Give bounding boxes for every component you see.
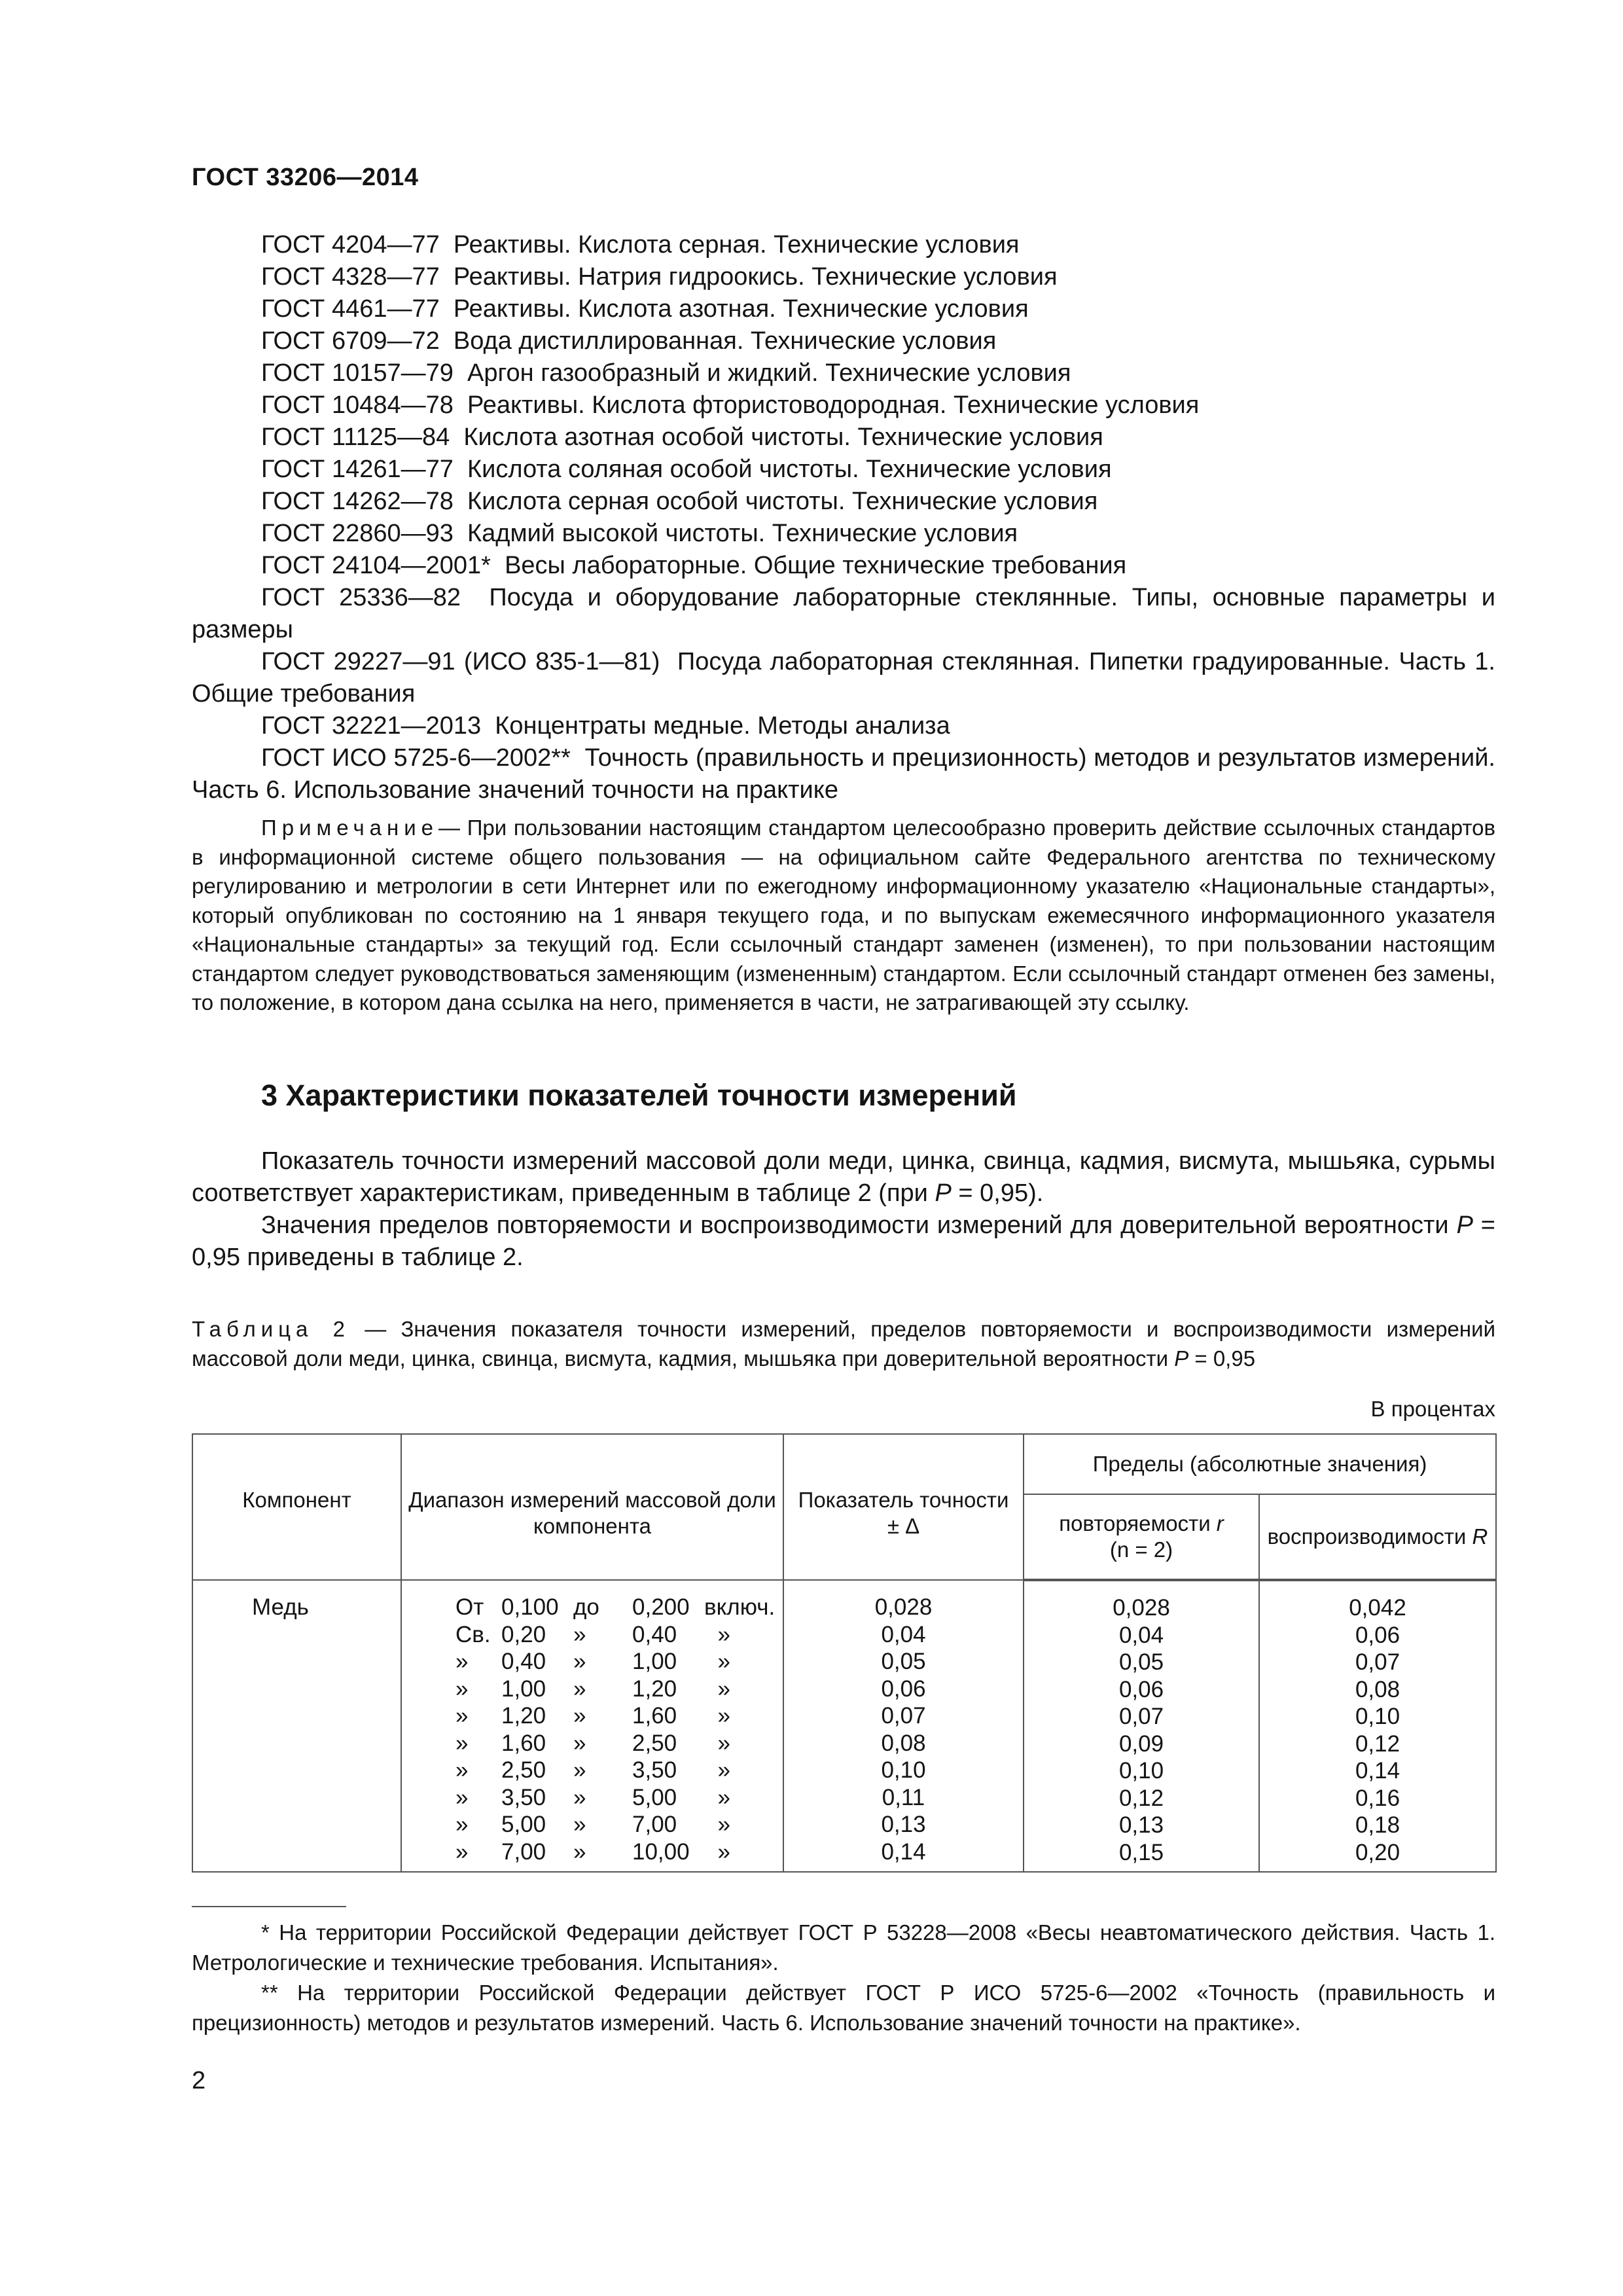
table-caption-label: Таблица 2 [192, 1317, 350, 1341]
accuracy-value: 0,11 [882, 1784, 925, 1810]
range-part: » [717, 1757, 730, 1783]
reference-code: ГОСТ 14261—77 [261, 456, 454, 483]
header-accuracy-label: Показатель точности [798, 1488, 1009, 1512]
reference-title: Весы лабораторные. Общие технические требования [505, 552, 1127, 579]
range-part: 0,20 [501, 1621, 546, 1647]
reference-title: Реактивы. Кислота фтористоводородная. Технические условия [467, 391, 1200, 419]
range-part: » [455, 1676, 469, 1702]
range-part: 0,40 [632, 1621, 677, 1647]
paragraph [192, 1210, 1495, 1274]
accuracy-value: 0,07 [881, 1703, 926, 1729]
reference-title: Концентраты медные. Методы анализа [495, 712, 950, 740]
repeatability-value: 0,13 [1118, 1812, 1164, 1838]
reference-code: ГОСТ 4204—77 [261, 231, 440, 259]
reproducibility-value: 0,18 [1355, 1812, 1400, 1838]
range-part: 0,200 [632, 1594, 690, 1620]
reference-code: ГОСТ 6709—72 [261, 327, 440, 355]
reference-title: Реактивы. Кислота серная. Технические условия [453, 231, 1020, 259]
repeatability-value: 0,05 [1118, 1649, 1164, 1675]
range-part: 1,20 [501, 1703, 546, 1729]
accuracy-value: 0,05 [881, 1649, 926, 1674]
reference-item [192, 229, 1495, 261]
range-part: 0,100 [501, 1594, 559, 1620]
range-row [455, 1676, 783, 1703]
reproducibility-list [1260, 1581, 1495, 1871]
reference-item [192, 710, 1495, 742]
accuracy-list [784, 1581, 1023, 1871]
reproducibility-value: 0,10 [1355, 1704, 1400, 1729]
reference-code: ГОСТ 14262—78 [261, 488, 454, 515]
variable-p: P [1174, 1346, 1189, 1371]
repeatability-value: 0,04 [1118, 1622, 1164, 1648]
reference-title: Аргон газообразный и жидкий. Технические условия [467, 359, 1071, 387]
table-caption-end: = 0,95 [1188, 1346, 1256, 1371]
range-part: » [573, 1703, 586, 1729]
reference-code: ГОСТ ИСО 5725-6—2002** [261, 744, 571, 772]
reference-item [192, 646, 1495, 710]
accuracy-value: 0,028 [874, 1594, 933, 1620]
component-cell [192, 1580, 401, 1872]
range-part: 1,20 [632, 1676, 677, 1702]
range-part: » [717, 1812, 730, 1837]
reference-title: Кислота серная особой чистоты. Технические условия [467, 488, 1098, 515]
variable-p: P [935, 1179, 952, 1207]
reference-title: Кислота соляная особой чистоты. Технические условия [467, 456, 1112, 483]
range-row [455, 1784, 783, 1812]
range-part: включ. [704, 1594, 776, 1620]
reference-code: ГОСТ 4328—77 [261, 263, 440, 291]
range-part: » [573, 1676, 586, 1702]
accuracy-value: 0,04 [881, 1621, 926, 1647]
variable-r: r [1216, 1511, 1224, 1535]
range-part: 2,50 [501, 1757, 546, 1783]
reference-item [192, 422, 1495, 454]
range-part: » [573, 1784, 586, 1810]
normative-references-list [192, 229, 1495, 806]
reference-item [192, 550, 1495, 582]
header-repeatability [1024, 1494, 1259, 1580]
reference-code: ГОСТ 10157—79 [261, 359, 454, 387]
header-reproducibility [1259, 1494, 1496, 1580]
range-part: 10,00 [632, 1839, 690, 1865]
range-part: » [717, 1784, 730, 1810]
reference-title: Точность (правильность и прецизионность) методов и результатов измерений. Часть 6. Использование значений точности на практике [192, 744, 1495, 804]
range-part: 7,00 [501, 1839, 546, 1865]
variable-p: P [1456, 1211, 1473, 1239]
reproducibility-value: 0,20 [1355, 1839, 1400, 1865]
delta-symbol: ± Δ [887, 1514, 920, 1538]
reference-title: Реактивы. Кислота азотная. Технические условия [453, 295, 1029, 323]
reproducibility-value: 0,06 [1355, 1622, 1400, 1648]
section-title: 3 Характеристики показателей точности измерений [261, 1079, 1017, 1112]
reproducibility-cell [1259, 1580, 1496, 1872]
document-header: ГОСТ 33206—2014 [192, 164, 419, 191]
repeatability-list [1024, 1581, 1258, 1871]
reference-item [192, 518, 1495, 550]
range-part: 1,00 [632, 1649, 677, 1674]
repeatability-value: 0,07 [1118, 1704, 1164, 1729]
range-part: » [455, 1730, 469, 1756]
page-number: 2 [192, 2067, 206, 2094]
range-part: 5,00 [501, 1812, 546, 1837]
note-paragraph [192, 814, 1495, 1018]
range-part: 5,00 [632, 1784, 677, 1810]
accuracy-value: 0,08 [881, 1730, 926, 1756]
range-part: » [573, 1649, 586, 1674]
reference-item [192, 325, 1495, 357]
range-part: 3,50 [501, 1784, 546, 1810]
reproducibility-value: 0,07 [1355, 1649, 1400, 1675]
range-part: » [573, 1812, 586, 1837]
range-part: » [717, 1649, 730, 1674]
reference-code: ГОСТ 11125—84 [261, 423, 450, 451]
reference-title: Посуда и оборудование лабораторные стеклянные. Типы, основные параметры и размеры [192, 584, 1496, 643]
header-reproducibility-label: воспроизводимости [1267, 1524, 1472, 1549]
range-part: 1,00 [501, 1676, 546, 1702]
range-row [455, 1648, 783, 1676]
reference-code: ГОСТ 10484—78 [261, 391, 454, 419]
note-text: — При пользовании настоящим стандартом целесообразно проверить действие ссылочных стандартов в информационной системе общего пользования — на официальном сайте Федерального агентства по техническому регулированию и метрологии в сети Интернет или по ежегодному информационному указателю «Национальные стандарты», который опубликован по состоянию на 1 января текущего года, и по выпускам ежемесячного информационного указателя «Национальные стандарты» за текущий год. Если ссылочный стандарт заменен (изменен), то при пользовании настоящим стандартом следует руководствоваться заменяющим (измененным) стандартом. Если ссылочный стандарт отменен без замены, то положение, в котором дана ссылка на него, применяется в части, не затрагивающей эту ссылку. [192, 816, 1495, 1014]
accuracy-value: 0,14 [881, 1839, 926, 1865]
range-part: » [717, 1621, 730, 1647]
footnote: * На территории Российской Федерации действует ГОСТ Р 53228—2008 «Весы неавтоматического действия. Часть 1. Метрологические и технические требования. Испытания». [192, 1920, 1495, 1975]
reference-item [192, 261, 1495, 293]
header-repeatability-n: (n = 2) [1109, 1537, 1173, 1562]
header-component: Компонент [192, 1434, 401, 1580]
reference-item [192, 486, 1495, 518]
paragraph-text: Показатель точности измерений массовой доли меди, цинка, свинца, кадмия, висмута, мышьяка, сурьмы соответствует характеристикам, приведенным в таблице 2 (при [192, 1147, 1495, 1207]
range-row [455, 1839, 783, 1866]
range-part: » [573, 1621, 586, 1647]
range-row [455, 1730, 783, 1757]
range-part: » [717, 1676, 730, 1702]
reference-item [192, 389, 1495, 422]
range-part: » [573, 1757, 586, 1783]
header-limits: Пределы (абсолютные значения) [1024, 1434, 1496, 1494]
reference-code: ГОСТ 4461—77 [261, 295, 440, 323]
reproducibility-value: 0,042 [1349, 1595, 1406, 1621]
reference-item [192, 293, 1495, 325]
reference-code: ГОСТ 29227—91 (ИСО 835-1—81) [261, 648, 660, 675]
section-body [192, 1145, 1495, 1274]
range-row [455, 1621, 783, 1649]
range-row [455, 1757, 783, 1784]
repeatability-value: 0,15 [1118, 1839, 1164, 1865]
footnotes [192, 1918, 1495, 2038]
footnote-separator [192, 1906, 346, 1907]
reference-title: Реактивы. Натрия гидроокись. Технические условия [453, 263, 1058, 291]
range-part: » [455, 1703, 469, 1729]
range-part: » [455, 1812, 469, 1837]
range-part: 1,60 [632, 1703, 677, 1729]
repeatability-value: 0,12 [1118, 1785, 1164, 1811]
range-part: » [455, 1839, 469, 1865]
repeatability-value: 0,09 [1118, 1731, 1164, 1757]
note-label: Примечание [261, 816, 439, 840]
range-part: 2,50 [632, 1730, 677, 1756]
range-part: » [717, 1730, 730, 1756]
reference-title: Кадмий высокой чистоты. Технические условия [467, 520, 1018, 547]
table-units: В процентах [1370, 1397, 1495, 1421]
range-part: » [717, 1839, 730, 1865]
repeatability-value: 0,028 [1113, 1595, 1170, 1621]
paragraph [192, 1145, 1495, 1210]
variable-r-upper: R [1472, 1524, 1488, 1549]
reproducibility-value: 0,14 [1355, 1758, 1400, 1784]
reference-title: Кислота азотная особой чистоты. Технические условия [463, 423, 1103, 451]
component-name: Медь [252, 1594, 309, 1620]
reference-item [192, 582, 1495, 646]
reference-title: Вода дистиллированная. Технические условия [453, 327, 997, 355]
range-cell [401, 1580, 783, 1872]
accuracy-value: 0,10 [881, 1757, 926, 1783]
range-part: От [455, 1594, 484, 1620]
range-part: Св. [455, 1621, 491, 1647]
header-repeatability-label: повторяемости [1059, 1511, 1217, 1535]
reference-code: ГОСТ 22860—93 [261, 520, 454, 547]
header-range: Диапазон измерений массовой доли компонента [401, 1434, 783, 1580]
range-part: 0,40 [501, 1649, 546, 1674]
range-part: » [573, 1730, 586, 1756]
reference-code: ГОСТ 32221—2013 [261, 712, 482, 740]
table-caption [192, 1314, 1495, 1373]
range-part: до [573, 1594, 599, 1620]
range-row [455, 1594, 783, 1621]
range-list [402, 1581, 783, 1871]
accuracy-cell [783, 1580, 1024, 1872]
repeatability-value: 0,10 [1118, 1758, 1164, 1784]
reference-code: ГОСТ 25336—82 [261, 584, 461, 611]
range-part: 7,00 [632, 1812, 677, 1837]
reference-title: Посуда лабораторная стеклянная. Пипетки градуированные. Часть 1. Общие требования [192, 648, 1495, 708]
reproducibility-value: 0,16 [1355, 1785, 1400, 1811]
range-part: » [717, 1703, 730, 1729]
range-part: » [455, 1649, 469, 1674]
repeatability-value: 0,06 [1118, 1676, 1164, 1702]
reference-item [192, 357, 1495, 389]
accuracy-table [192, 1433, 1497, 1873]
paragraph-text: = 0,95). [951, 1179, 1044, 1207]
paragraph-text: = 0,95 приведены в таблице 2. [192, 1211, 1496, 1271]
reproducibility-value: 0,08 [1355, 1676, 1400, 1702]
paragraph-text: Значения пределов повторяемости и воспроизводимости измерений для доверительной вероятности [261, 1211, 1457, 1239]
table-row [192, 1580, 1496, 1872]
table-caption-text: — Значения показателя точности измерений, пределов повторяемости и воспроизводимости измерений массовой доли меди, цинка, свинца, висмута, кадмия, мышьяка при доверительной вероятности [192, 1317, 1495, 1371]
reference-item [192, 742, 1495, 806]
reference-code: ГОСТ 24104—2001* [261, 552, 491, 579]
range-row [455, 1811, 783, 1839]
range-part: » [455, 1784, 469, 1810]
range-row [455, 1702, 783, 1730]
accuracy-value: 0,06 [881, 1676, 926, 1702]
header-accuracy [783, 1434, 1024, 1580]
range-part: » [573, 1839, 586, 1865]
range-part: 3,50 [632, 1757, 677, 1783]
range-part: 1,60 [501, 1730, 546, 1756]
reproducibility-value: 0,12 [1355, 1731, 1400, 1757]
range-part: » [455, 1757, 469, 1783]
repeatability-cell [1024, 1580, 1259, 1872]
reference-item [192, 454, 1495, 486]
footnote: ** На территории Российской Федерации действует ГОСТ Р ИСО 5725-6—2002 «Точность (правильность и прецизионность) методов и результатов измерений. Часть 6. Использование значений точности на практике». [192, 1981, 1495, 2035]
accuracy-value: 0,13 [881, 1812, 926, 1837]
